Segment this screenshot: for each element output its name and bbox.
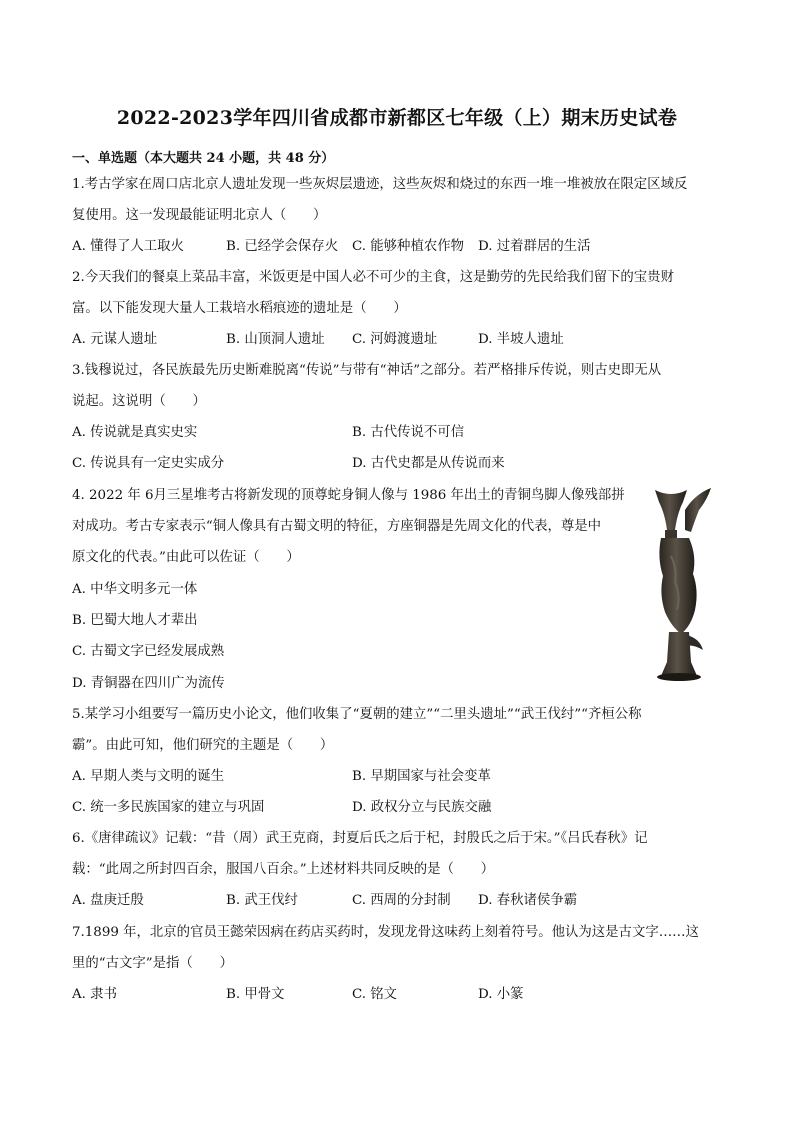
question-7-option-c: C. 铭文 (352, 987, 398, 1002)
question-6-option-c: C. 西周的分封制 (352, 893, 451, 908)
question-6-option-a: A. 盘庚迁殷 (72, 893, 144, 908)
question-5-option-d: D. 政权分立与民族交融 (352, 800, 492, 815)
question-2-line-2: 富。以下能发现大量人工栽培水稻痕迹的遗址是（ ） (72, 301, 407, 316)
question-2-option-c: C. 河姆渡遗址 (352, 332, 438, 347)
question-6-line-1: 6.《唐律疏议》记载：“昔（周）武王克商，封夏后氏之后于杞，封殷氏之后于宋。”《吕氏春秋》记 (72, 831, 648, 846)
bronze-statue-image (641, 486, 721, 682)
question-7-option-a: A. 隶书 (72, 987, 117, 1002)
question-3-line-2: 说起。这说明（ ） (72, 394, 206, 409)
question-1-option-b: B. 已经学会保存火 (226, 239, 339, 254)
question-2-line-1: 2.今天我们的餐桌上菜品丰富，米饭更是中国人必不可少的主食，这是勤劳的先民给我们留下的宝贵财 (72, 270, 674, 285)
question-4-line-3: 原文化的代表。”由此可以佐证（ ） (72, 550, 300, 565)
question-6-option-d: D. 春秋诸侯争霸 (478, 893, 578, 908)
question-7-line-2: 里的“古文字”是指（ ） (72, 956, 233, 971)
question-7-line-1: 7.1899 年，北京的官员王懿荣因病在药店买药时，发现龙骨这味药上刻着符号。他认为这是古文字……这 (72, 925, 699, 940)
question-1-option-c: C. 能够种植农作物 (352, 239, 465, 254)
section-heading: 一、单选题（本大题共 24 小题，共 48 分） (72, 151, 335, 166)
question-5-option-a: A. 早期人类与文明的诞生 (72, 769, 225, 784)
question-7-option-b: B. 甲骨文 (226, 987, 285, 1002)
question-5-option-c: C. 统一多民族国家的建立与巩固 (72, 800, 265, 815)
question-3-option-a: A. 传说就是真实史实 (72, 425, 198, 440)
question-1-line-2: 复使用。这一发现最能证明北京人（ ） (72, 208, 327, 223)
question-4-option-a: A. 中华文明多元一体 (72, 582, 198, 597)
question-1-line-1: 1.考古学家在周口店北京人遗址发现一些灰烬层遗迹，这些灰烬和烧过的东西一堆一堆被放在限定区域反 (72, 177, 688, 192)
question-3-option-c: C. 传说具有一定史实成分 (72, 456, 225, 471)
question-1-option-d: D. 过着群居的生活 (478, 239, 591, 254)
question-3-option-b: B. 古代传说不可信 (352, 425, 465, 440)
question-7-option-d: D. 小篆 (478, 987, 524, 1002)
question-3-line-1: 3.钱穆说过，各民族最先历史断难脱离“传说”与带有“神话”之部分。若严格排斥传说，则古史即无从 (72, 363, 662, 378)
question-2-option-a: A. 元谋人遗址 (72, 332, 158, 347)
question-6-line-2: 载：“此周之所封四百余，服国八百余。”上述材料共同反映的是（ ） (72, 862, 495, 877)
question-4-option-c: C. 古蜀文字已经发展成熟 (72, 644, 225, 659)
exam-title: 2022-2023学年四川省成都市新都区七年级（上）期末历史试卷 (116, 107, 678, 129)
question-4-option-b: B. 巴蜀大地人才辈出 (72, 613, 198, 628)
question-6-option-b: B. 武王伐纣 (226, 893, 298, 908)
question-2-option-b: B. 山顶洞人遗址 (226, 332, 325, 347)
question-4-option-d: D. 青铜器在四川广为流传 (72, 676, 225, 691)
question-5-line-1: 5.某学习小组要写一篇历史小论文，他们收集了“夏朝的建立”“二里头遗址”“武王伐纣”“齐桓公称 (72, 707, 642, 722)
question-5-option-b: B. 早期国家与社会变革 (352, 769, 491, 784)
question-5-line-2: 霸”。由此可知，他们研究的主题是（ ） (72, 738, 334, 753)
question-2-option-d: D. 半坡人遗址 (478, 332, 564, 347)
question-4-line-1: 4. 2022 年 6月三星堆考古将新发现的顶尊蛇身铜人像与 1986 年出土的青铜鸟脚人像残部拼 (72, 488, 625, 503)
question-4-line-2: 对成功。考古专家表示“铜人像具有古蜀文明的特征，方座铜器是先周文化的代表，尊是中 (72, 519, 602, 534)
question-1-option-a: A. 懂得了人工取火 (72, 239, 184, 254)
question-3-option-d: D. 古代史都是从传说而来 (352, 456, 505, 471)
